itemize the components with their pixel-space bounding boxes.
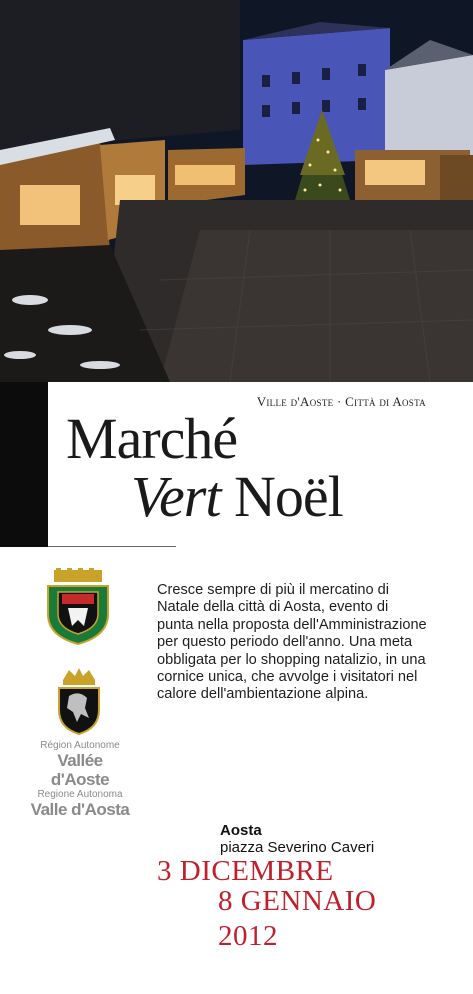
region-fr-large: Vallée d'Aoste (50, 751, 110, 789)
title-noel: Noël (220, 464, 343, 529)
description-paragraph: Cresce sempre di più il mercatino di Natale della città di Aosta, evento di punta nella proposta dell'Amministrazione per questo periodo dell'anno. Una meta obbligata per lo shopping natalizio, in una cornice unica, che avvolge i visitatori nel calore dell'ambientazione alpina. (157, 582, 427, 703)
date-start: 3 DICEMBRE (157, 855, 334, 887)
cities-header: Ville d'Aoste · Città di Aosta (256, 394, 426, 409)
region-fr-small: Région Autonome (40, 740, 120, 751)
date-year: 2012 (218, 920, 278, 952)
region-it-small: Regione Autonoma (37, 789, 123, 800)
region-coat-of-arms-icon (55, 668, 103, 736)
title-line-1: Marché (66, 406, 238, 471)
black-side-bar (0, 382, 48, 547)
city-coat-of-arms-icon (44, 568, 112, 646)
date-end: 8 GENNAIO (218, 885, 377, 917)
title-vert: Vert (131, 464, 221, 529)
region-it-large: Valle d'Aosta (30, 800, 130, 819)
location-city: Aosta (220, 822, 262, 839)
christmas-market-photo (0, 0, 473, 382)
location-street: piazza Severino Caveri (220, 839, 375, 856)
region-logo-text (30, 740, 130, 819)
title-line-2 (131, 464, 343, 529)
divider-line (48, 546, 176, 547)
